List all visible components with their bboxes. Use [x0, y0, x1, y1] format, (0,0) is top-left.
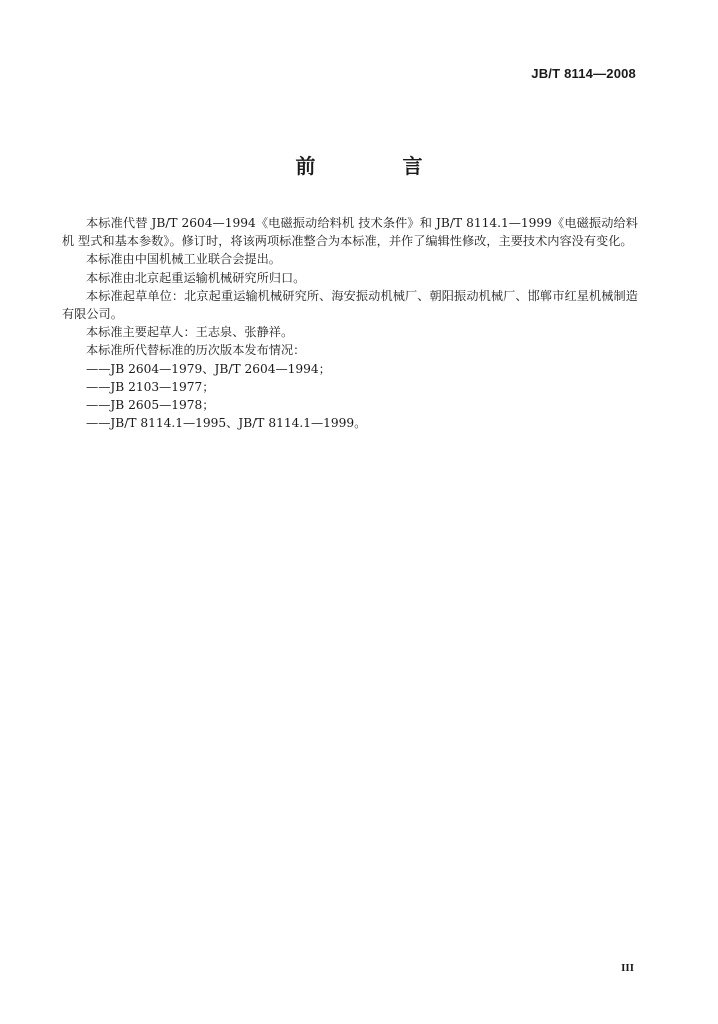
paragraph-administrator: 本标准由北京起重运输机械研究所归口。	[86, 270, 306, 285]
foreword-body	[62, 214, 638, 432]
history-item: ——JB 2604—1979、JB/T 2604—1994；	[86, 361, 331, 376]
history-item: ——JB 2605—1978；	[86, 398, 215, 413]
paragraph-history-intro: 本标准所代替标准的历次版本发布情况：	[86, 343, 306, 358]
standard-number: JB/T 8114—2008	[531, 66, 636, 81]
history-list	[62, 360, 638, 433]
page-title: 前 言	[295, 154, 463, 178]
page-number: III	[621, 962, 634, 974]
paragraph-drafting-units: 本标准起草单位：北京起重运输机械研究所、海安振动机械厂、朝阳振动机械厂、邯郸市红星机械制造有限公司。	[62, 288, 638, 322]
paragraph-replacement: 本标准代替 JB/T 2604—1994《电磁振动给料机 技术条件》和 JB/T 8114.1—1999《电磁振动给料机 型式和基本参数》。修订时，将该两项标准整合为本标准，并作了编辑性修改，主要技术内容没有变化。	[62, 216, 638, 249]
paragraph-proposer: 本标准由中国机械工业联合会提出。	[86, 252, 281, 267]
history-item: ——JB 2103—1977；	[86, 379, 215, 394]
paragraph-drafters: 本标准主要起草人：王志泉、张静祥。	[86, 325, 294, 340]
history-item: ——JB/T 8114.1—1995、JB/T 8114.1—1999。	[86, 416, 367, 431]
